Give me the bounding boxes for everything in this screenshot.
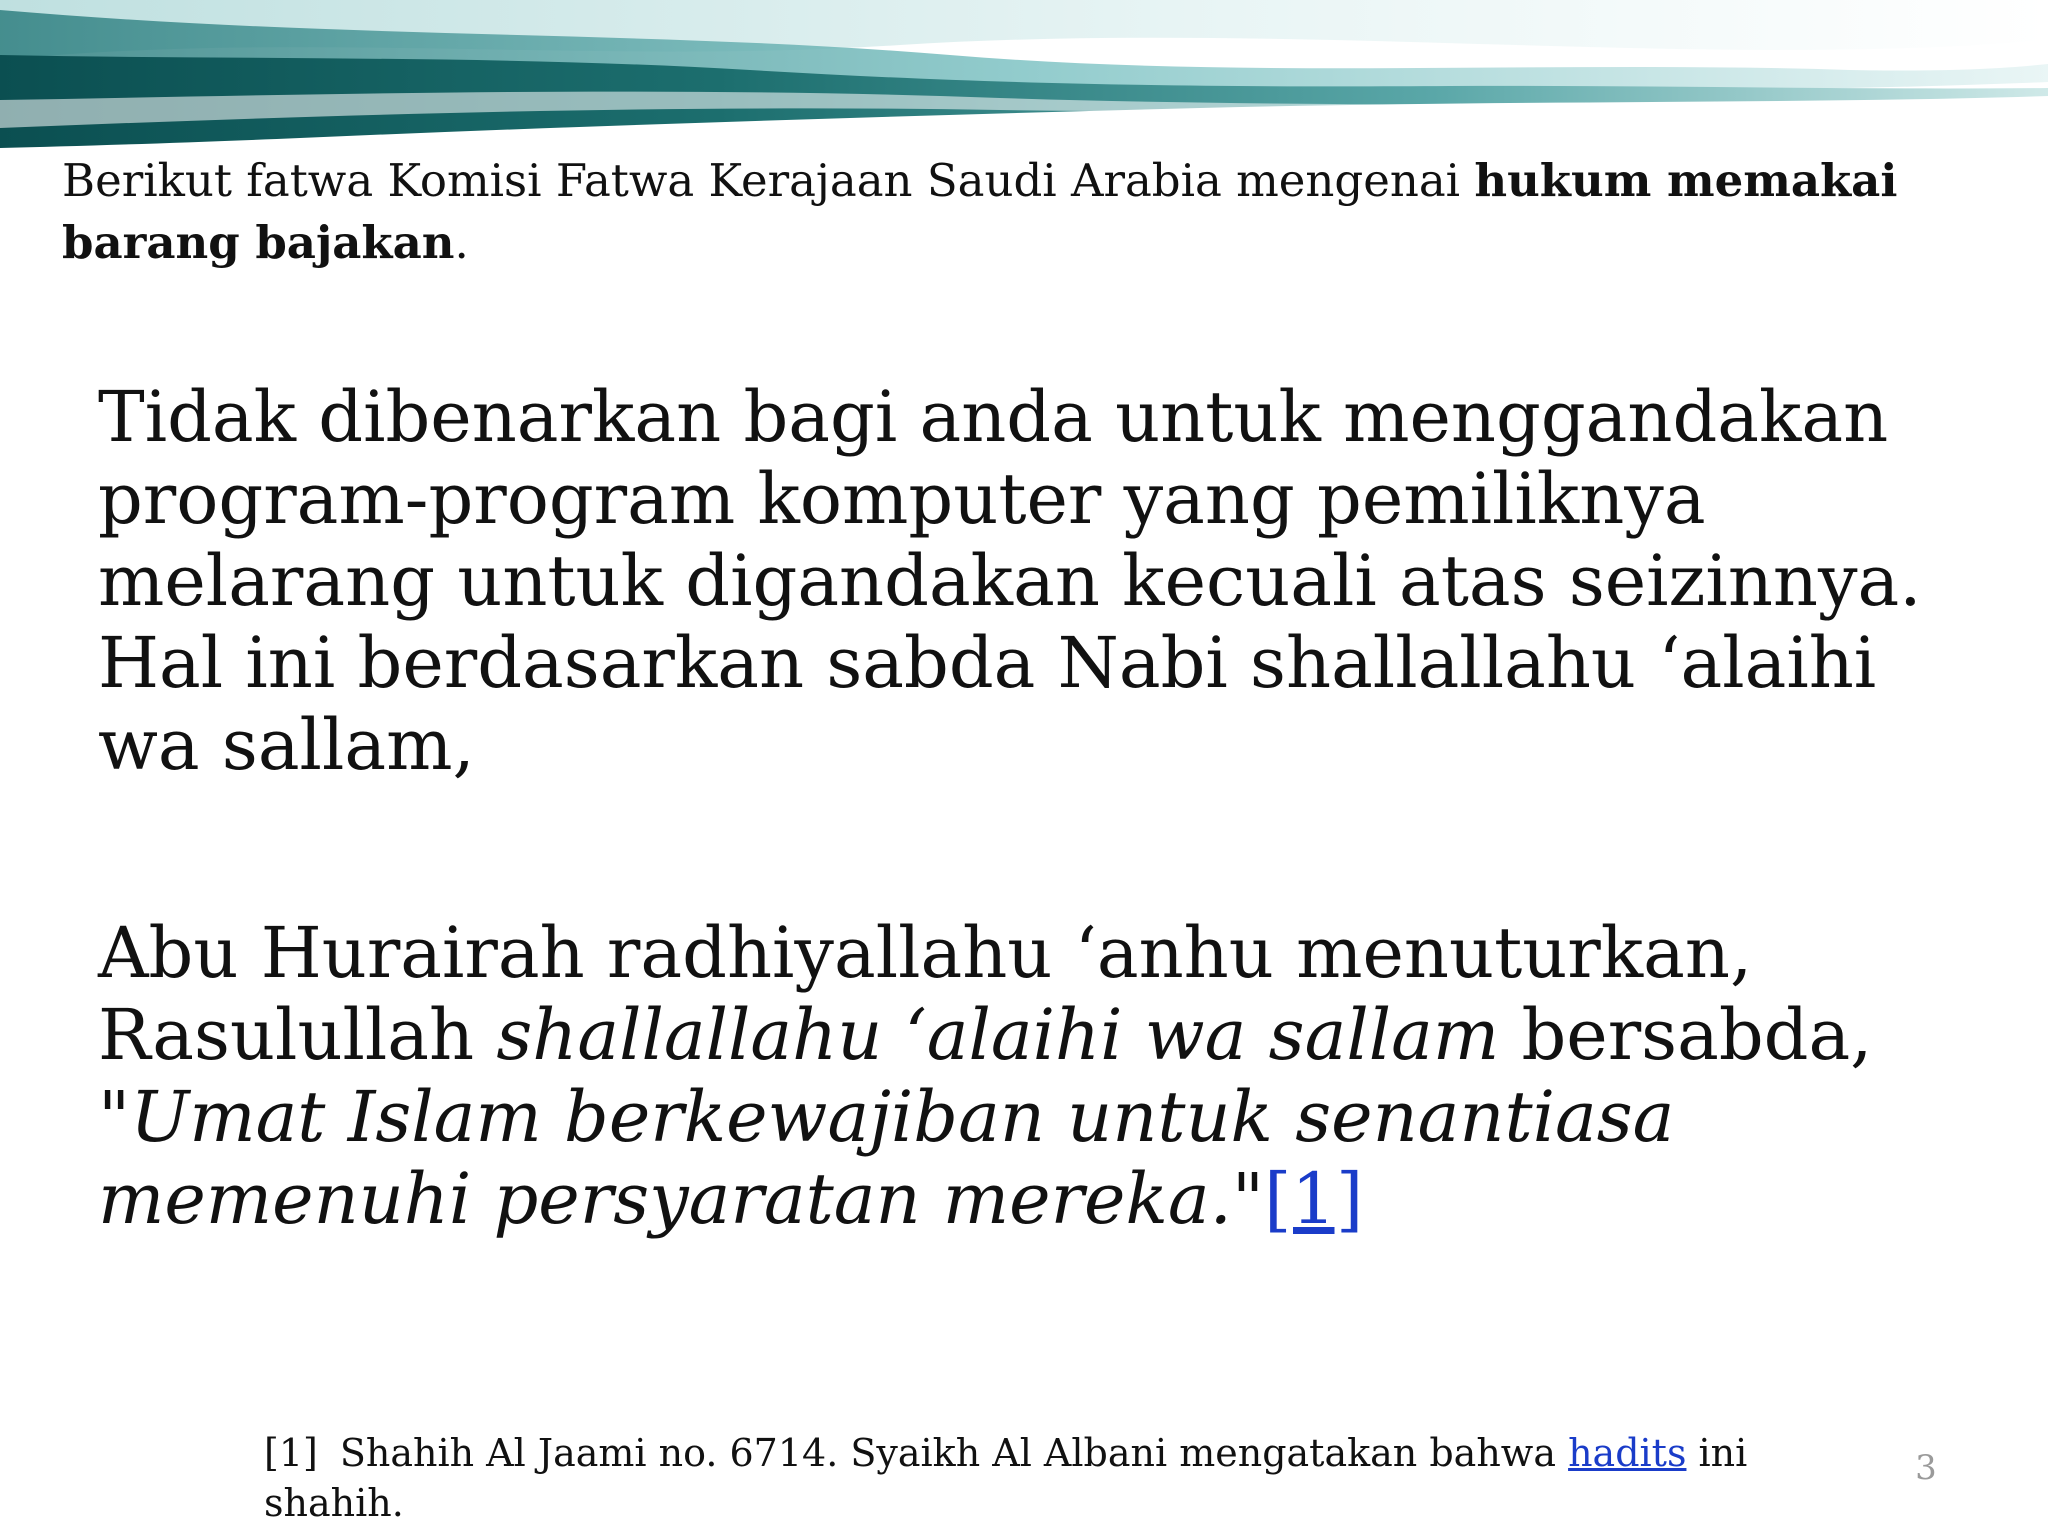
page-number: 3 bbox=[1915, 1448, 1937, 1488]
hadith-quote: Umat Islam berkewajiban untuk senantiasa memenuhi persyaratan mereka. bbox=[98, 1076, 1675, 1240]
intro-text bbox=[62, 150, 2002, 274]
hadith-paragraph bbox=[98, 912, 1998, 1240]
footnote-text-after: ini shahih. bbox=[264, 1431, 1748, 1525]
hadith-close-quote: " bbox=[1231, 1158, 1265, 1240]
hadith-honorific: shallallahu ‘alaihi wa sallam bbox=[496, 994, 1500, 1076]
header-swoosh-decoration bbox=[0, 0, 2048, 150]
footnote-ref-link[interactable]: [1] bbox=[1264, 1158, 1364, 1240]
intro-prefix: Berikut fatwa Komisi Fatwa Kerajaan Saudi Arabia mengenai bbox=[62, 154, 1475, 207]
hadits-link[interactable]: hadits bbox=[1568, 1431, 1687, 1475]
intro-bold-topic: hukum memakai barang bajakan bbox=[62, 154, 1898, 269]
footnote bbox=[264, 1428, 1864, 1528]
fatwa-paragraph: Tidak dibenarkan bagi anda untuk menggandakan program-program komputer yang pemiliknya melarang untuk digandakan kecuali atas seizinnya. Hal ini berdasarkan sabda Nabi shallallahu ‘alaihi wa sallam, bbox=[98, 376, 1922, 786]
hadith-mid: bersabda, " bbox=[98, 994, 1873, 1158]
footnote-text-before: Shahih Al Jaami no. 6714. Syaikh Al Albani mengatakan bahwa bbox=[339, 1431, 1569, 1475]
hadith-lead: Abu Hurairah radhiyallahu ‘anhu menuturkan, Rasulullah bbox=[98, 912, 1753, 1076]
intro-suffix: . bbox=[454, 216, 469, 269]
footnote-number: [1] bbox=[264, 1431, 318, 1475]
